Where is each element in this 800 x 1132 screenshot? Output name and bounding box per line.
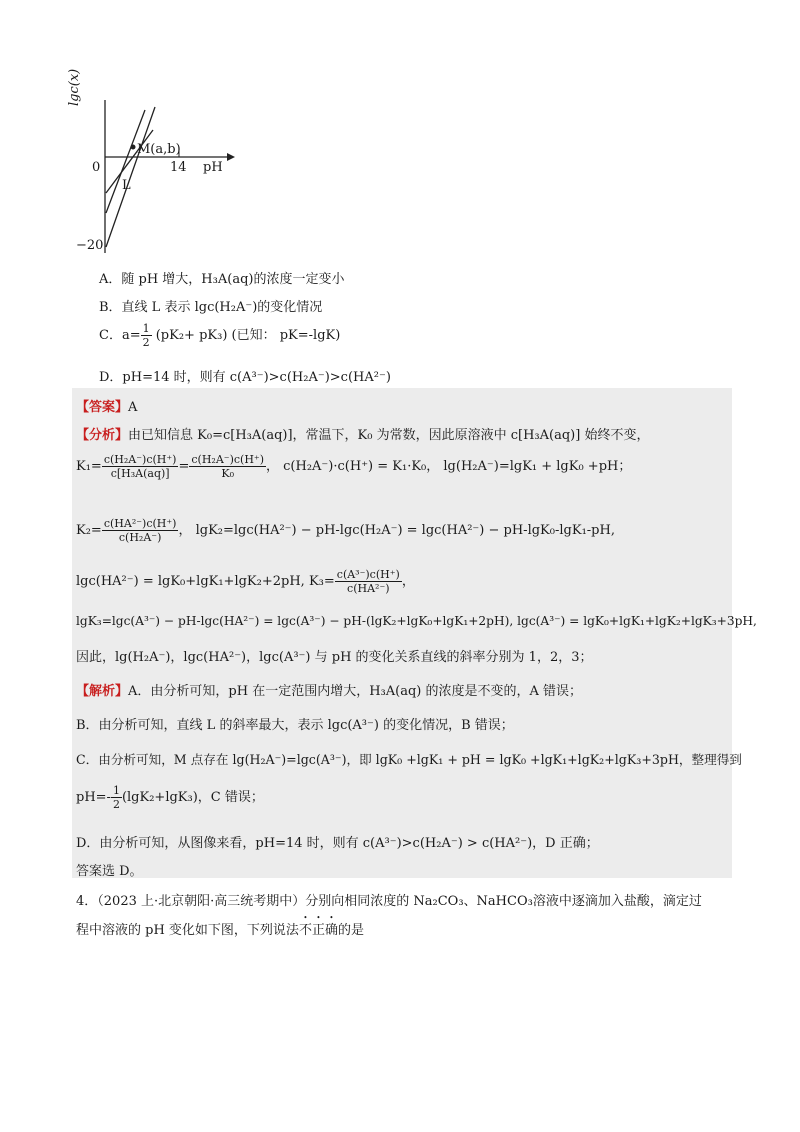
k1-den-2: K₀ bbox=[221, 467, 235, 480]
q4-dot-char-2: 正 bbox=[311, 923, 325, 938]
k2-frac bbox=[102, 517, 179, 544]
answer-tag: 【答案】 bbox=[76, 400, 129, 415]
k2-rest: ， lgK₂=lgc(HA²⁻) − pH-lgc(H₂A⁻) = lgc(HA²⁻) − pH-lgK₀-lgK₁-pH, bbox=[178, 523, 615, 538]
analysis-text-1: 由已知信息 K₀=c[H₃A(aq)]，常温下，K₀ 为常数，因此原溶液中 c[H₃A(aq)] 始终不变， bbox=[128, 428, 650, 443]
question-4-line-2 bbox=[76, 919, 364, 938]
k2-den: c(H₂A⁻) bbox=[118, 531, 162, 544]
solution-a: A．由分析可知，pH 在一定范围内增大，H₃A(aq) 的浓度是不变的，A 错误； bbox=[128, 684, 583, 699]
line-middle bbox=[106, 110, 145, 213]
solution-c2-frac bbox=[111, 784, 122, 811]
q4-l2-a: 程中溶液的 pH 变化如下图，下列说法 bbox=[76, 923, 299, 938]
option-c bbox=[99, 322, 340, 349]
analysis-k1-line bbox=[76, 453, 631, 480]
q4-dot-char-3: 确 bbox=[324, 923, 338, 938]
graph-xlabel: pH bbox=[203, 160, 223, 175]
solution-line-a bbox=[76, 680, 582, 699]
solution-c2-den: 2 bbox=[112, 798, 120, 811]
graph-x-tick-14: 14 bbox=[170, 160, 187, 175]
line-l-steep bbox=[106, 107, 155, 247]
solution-line-c2 bbox=[76, 784, 264, 811]
q4-l2-b: 的是 bbox=[337, 923, 364, 938]
k2-lhs: K₂= bbox=[76, 523, 102, 538]
analysis-line-5: lgK₃=lgc(A³⁻) − pH-lgc(HA²⁻) = lgc(A³⁻) − pH-(lgK₂+lgK₀+lgK₁+2pH), lgc(A³⁻) = lgK₀+lgK₁+lgK₂+lgK₃+3pH, bbox=[76, 614, 757, 628]
k1-num-1: c(H₂A⁻)c(H⁺) bbox=[103, 453, 177, 466]
point-m bbox=[131, 145, 136, 150]
option-c-frac-den: 2 bbox=[142, 336, 150, 349]
analysis-tag: 【分析】 bbox=[76, 428, 129, 443]
k3-frac bbox=[335, 568, 402, 595]
graph-origin-label: 0 bbox=[92, 160, 101, 175]
solution-c2-num: 1 bbox=[112, 784, 120, 797]
solution-line-b: B．由分析可知，直线 L 的斜率最大，表示 lgc(A³⁻) 的变化情况，B 错误； bbox=[76, 718, 514, 733]
k1-frac-2 bbox=[189, 453, 266, 480]
solution-line-d: D．由分析可知，从图像来看，pH=14 时，则有 c(A³⁻)>c(H₂A⁻) > c(HA²⁻)，D 正确； bbox=[76, 836, 599, 851]
option-c-suffix: (pK₂+ pK₃) (已知： pK=-lgK) bbox=[155, 328, 341, 343]
option-c-frac-num: 1 bbox=[142, 322, 150, 335]
analysis-k2-line bbox=[76, 517, 615, 544]
k1-rest: ， c(H₂A⁻)·c(H⁺) = K₁·K₀， lg(H₂A⁻)=lgK₁ + lgK₀ +pH； bbox=[266, 459, 632, 474]
k2-num: c(HA²⁻)c(H⁺) bbox=[103, 517, 177, 530]
k1-lhs: K₁= bbox=[76, 459, 102, 474]
k3-rest: ， bbox=[401, 574, 415, 589]
graph-ylabel: lgc(x) bbox=[67, 68, 82, 106]
answer-line bbox=[76, 396, 137, 415]
k1-eq: = bbox=[178, 459, 190, 474]
k3-num: c(A³⁻)c(H⁺) bbox=[336, 568, 400, 581]
analysis-k3-line bbox=[76, 568, 415, 595]
graph-line-label: L bbox=[122, 178, 131, 193]
solution-c2-prefix: pH=- bbox=[76, 790, 111, 805]
graph-point-label: M(a,b) bbox=[137, 142, 181, 157]
solution-final: 答案选 D。 bbox=[76, 864, 143, 879]
k3-lhs: K₃= bbox=[308, 574, 335, 589]
k3-den: c(HA²⁻) bbox=[347, 582, 390, 595]
analysis-line-6: 因此，lg(H₂A⁻)，lgc(HA²⁻)，lgc(A³⁻) 与 pH 的变化关系直线的斜率分别为 1，2，3； bbox=[76, 650, 593, 665]
option-a: A．随 pH 增大，H₃A(aq)的浓度一定变小 bbox=[99, 272, 345, 287]
k1-num-2: c(H₂A⁻)c(H⁺) bbox=[191, 453, 265, 466]
option-c-prefix: C．a= bbox=[99, 328, 141, 343]
solution-c2-suffix: (lgK₂+lgK₃)，C 错误； bbox=[121, 790, 264, 805]
solution-line-c1: C．由分析可知，M 点存在 lg(H₂A⁻)=lgc(A³⁻)，即 lgK₀ +lgK₁ + pH = lgK₀ +lgK₁+lgK₂+lgK₃+3pH，整理得到 bbox=[76, 752, 742, 767]
lgc-ha-expr: lgc(HA²⁻) = lgK₀+lgK₁+lgK₂+2pH, bbox=[76, 574, 305, 589]
lg-concentration-graph bbox=[75, 95, 245, 260]
q4-dot-char-1: 不 bbox=[298, 923, 312, 938]
option-b: B．直线 L 表示 lgc(H₂A⁻)的变化情况 bbox=[99, 300, 323, 315]
question-4-line-1: 4．（2023 上·北京朝阳·高三统考期中）分别向相同浓度的 Na₂CO₃、NaHCO₃溶液中逐滴加入盐酸，滴定过 bbox=[76, 894, 702, 909]
option-c-fraction bbox=[141, 322, 152, 349]
graph-y-min: −20 bbox=[76, 238, 104, 253]
analysis-line-1 bbox=[76, 424, 649, 443]
option-d: D．pH=14 时，则有 c(A³⁻)>c(H₂A⁻)>c(HA²⁻) bbox=[99, 370, 391, 385]
answer-value: A bbox=[128, 400, 138, 415]
solution-tag: 【解析】 bbox=[76, 684, 129, 699]
k1-den-1: c[H₃A(aq)] bbox=[110, 467, 170, 480]
k1-frac-1 bbox=[102, 453, 179, 480]
